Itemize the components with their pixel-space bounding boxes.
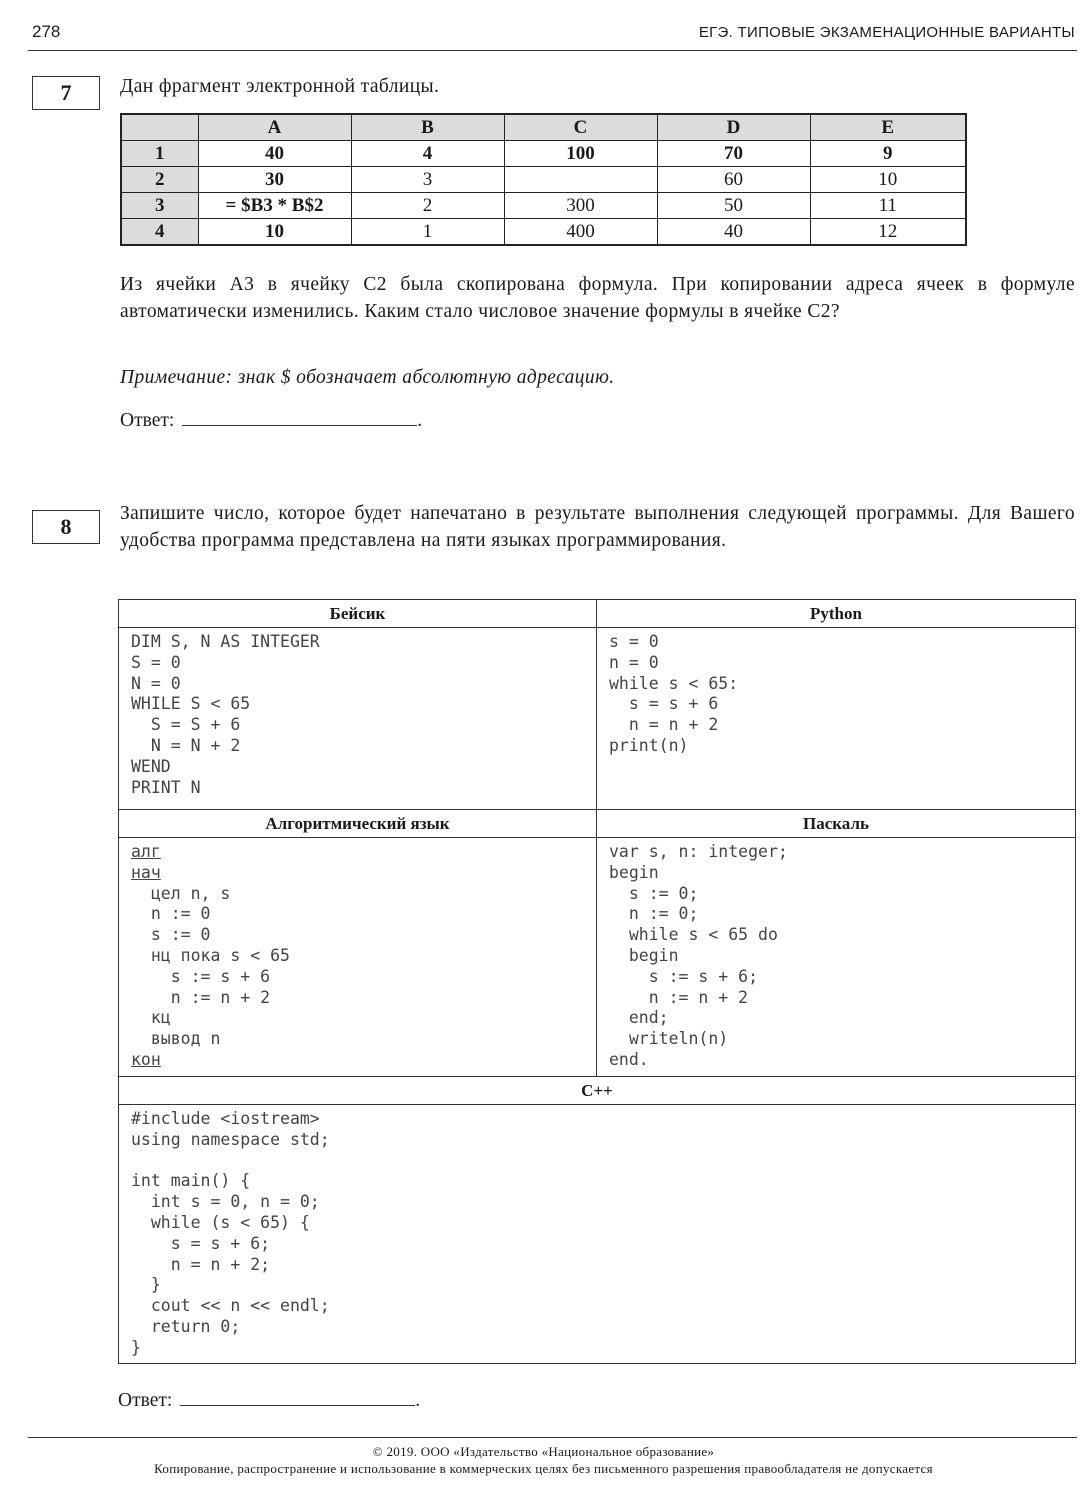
code-line: } <box>131 1337 141 1357</box>
program-listings <box>118 599 1076 1364</box>
task-8-number: 8 <box>32 510 100 544</box>
spreadsheet-fragment <box>120 113 967 246</box>
code-line: while (s < 65) { <box>131 1212 310 1232</box>
lang-header-python: Python <box>597 600 1076 628</box>
code-line: кон <box>131 1049 161 1069</box>
spreadsheet-row <box>121 193 966 219</box>
code-line: s = s + 6 <box>609 694 719 714</box>
column-header: E <box>810 114 966 141</box>
code-python <box>597 628 1075 761</box>
task-8-answer: Ответ: . <box>118 1387 420 1412</box>
code-line: begin <box>609 945 679 965</box>
code-line: writeln(n) <box>609 1029 729 1049</box>
code-line: нач <box>131 862 161 882</box>
lang-header-pascal: Паскаль <box>597 810 1076 838</box>
code-line: begin <box>609 862 659 882</box>
code-line: N = N + 2 <box>131 735 241 755</box>
running-title: ЕГЭ. ТИПОВЫЕ ЭКЗАМЕНАЦИОННЫЕ ВАРИАНТЫ <box>698 24 1075 41</box>
spreadsheet-row <box>121 219 966 246</box>
code-line: cout << n << endl; <box>131 1296 330 1316</box>
code-line: n := n + 2 <box>131 987 271 1007</box>
code-line: n := 0; <box>609 904 699 924</box>
row-header: 3 <box>121 193 198 219</box>
lang-header-cpp: C++ <box>119 1077 1076 1105</box>
code-line: n := 0 <box>131 904 211 924</box>
footer-copyright: © 2019. ООО «Издательство «Национальное образование» <box>372 1444 715 1459</box>
row-header: 4 <box>121 219 198 246</box>
code-line: var s, n: integer; <box>609 842 788 861</box>
code-line: нц пока s < 65 <box>131 945 290 965</box>
cell: 10 <box>810 167 966 193</box>
cell: 50 <box>657 193 810 219</box>
code-line: вывод n <box>131 1029 221 1049</box>
task-7-question: Из ячейки A3 в ячейку C2 была скопирована формула. При копировании адреса ячеек в формуле автоматически изменились. Каким стало числовое значение формулы в ячейке C2? <box>120 274 1075 322</box>
code-cpp <box>119 1105 1075 1363</box>
cell: 70 <box>657 141 810 167</box>
code-line: int main() { <box>131 1171 251 1191</box>
cell: 300 <box>504 193 657 219</box>
answer-label: Ответ: <box>120 410 175 431</box>
answer-field[interactable] <box>182 407 417 426</box>
code-line: WEND <box>131 756 171 776</box>
code-line: while s < 65: <box>609 673 739 693</box>
code-line: WHILE S < 65 <box>131 694 251 714</box>
code-line: DIM S, N AS INTEGER <box>131 632 320 651</box>
code-line: int s = 0, n = 0; <box>131 1192 320 1212</box>
code-line: using namespace std; <box>131 1129 330 1149</box>
task-7-answer: Ответ: . <box>120 407 422 432</box>
code-line: end. <box>609 1049 649 1069</box>
code-pascal <box>597 838 1075 1075</box>
footer-divider <box>28 1437 1077 1438</box>
cell: 3 <box>351 167 504 193</box>
cell: 40 <box>198 141 351 167</box>
code-algo <box>119 838 596 1075</box>
code-line: s := 0 <box>131 925 211 945</box>
cell: 60 <box>657 167 810 193</box>
code-line: s := s + 6; <box>609 966 759 986</box>
code-line: while s < 65 do <box>609 925 778 945</box>
task-7-intro: Дан фрагмент электронной таблицы. <box>120 76 440 97</box>
row-header: 2 <box>121 167 198 193</box>
code-line: n = n + 2; <box>131 1254 271 1274</box>
code-basic <box>119 628 596 802</box>
spreadsheet-header-row <box>121 114 966 141</box>
code-line: end; <box>609 1008 669 1028</box>
formula-cell: = $B3 * B$2 <box>198 193 351 219</box>
column-header: C <box>504 114 657 141</box>
lang-header-basic: Бейсик <box>119 600 597 628</box>
cell <box>504 167 657 193</box>
code-line: S = 0 <box>131 652 181 672</box>
code-line: n = 0 <box>609 652 659 672</box>
task-7-note: Примечание: знак $ обозначает абсолютную адресацию. <box>120 367 615 388</box>
code-line: n := n + 2 <box>609 987 749 1007</box>
answer-field[interactable] <box>180 1387 415 1406</box>
code-line: s := s + 6 <box>131 966 271 986</box>
cell: 40 <box>657 219 810 246</box>
code-line: } <box>131 1275 161 1295</box>
header-divider <box>28 50 1077 51</box>
cell: 9 <box>810 141 966 167</box>
code-line: N = 0 <box>131 673 181 693</box>
cell: 30 <box>198 167 351 193</box>
cell: 12 <box>810 219 966 246</box>
code-line: s := 0; <box>609 883 699 903</box>
cell: 1 <box>351 219 504 246</box>
corner-cell <box>121 114 198 141</box>
code-line: print(n) <box>609 735 689 755</box>
code-line: алг <box>131 842 161 861</box>
code-line: кц <box>131 1008 171 1028</box>
code-line: return 0; <box>131 1316 241 1336</box>
code-line: #include <iostream> <box>131 1109 320 1128</box>
cell: 2 <box>351 193 504 219</box>
page-number: 278 <box>32 22 61 41</box>
spreadsheet-row <box>121 141 966 167</box>
code-line: s = s + 6; <box>131 1233 271 1253</box>
spreadsheet-row <box>121 167 966 193</box>
cell: 400 <box>504 219 657 246</box>
footer-notice: Копирование, распространение и использование в коммерческих целях без письменного разрешения правообладателя не допускается <box>154 1461 933 1476</box>
cell: 11 <box>810 193 966 219</box>
answer-label: Ответ: <box>118 1390 173 1411</box>
column-header: D <box>657 114 810 141</box>
cell: 4 <box>351 141 504 167</box>
column-header: B <box>351 114 504 141</box>
column-header: A <box>198 114 351 141</box>
task-7-number: 7 <box>32 76 100 110</box>
code-line: PRINT N <box>131 777 201 797</box>
code-line: n = n + 2 <box>609 715 719 735</box>
code-line: цел n, s <box>131 883 231 903</box>
cell: 10 <box>198 219 351 246</box>
task-8-intro: Запишите число, которое будет напечатано в результате выполнения следующей программы. Для Вашего удобства программа представлена на пяти языках программирования. <box>120 503 1075 551</box>
row-header: 1 <box>121 141 198 167</box>
cell: 100 <box>504 141 657 167</box>
code-line: S = S + 6 <box>131 715 241 735</box>
lang-header-algo: Алгоритмический язык <box>119 810 597 838</box>
code-line: s = 0 <box>609 632 659 651</box>
